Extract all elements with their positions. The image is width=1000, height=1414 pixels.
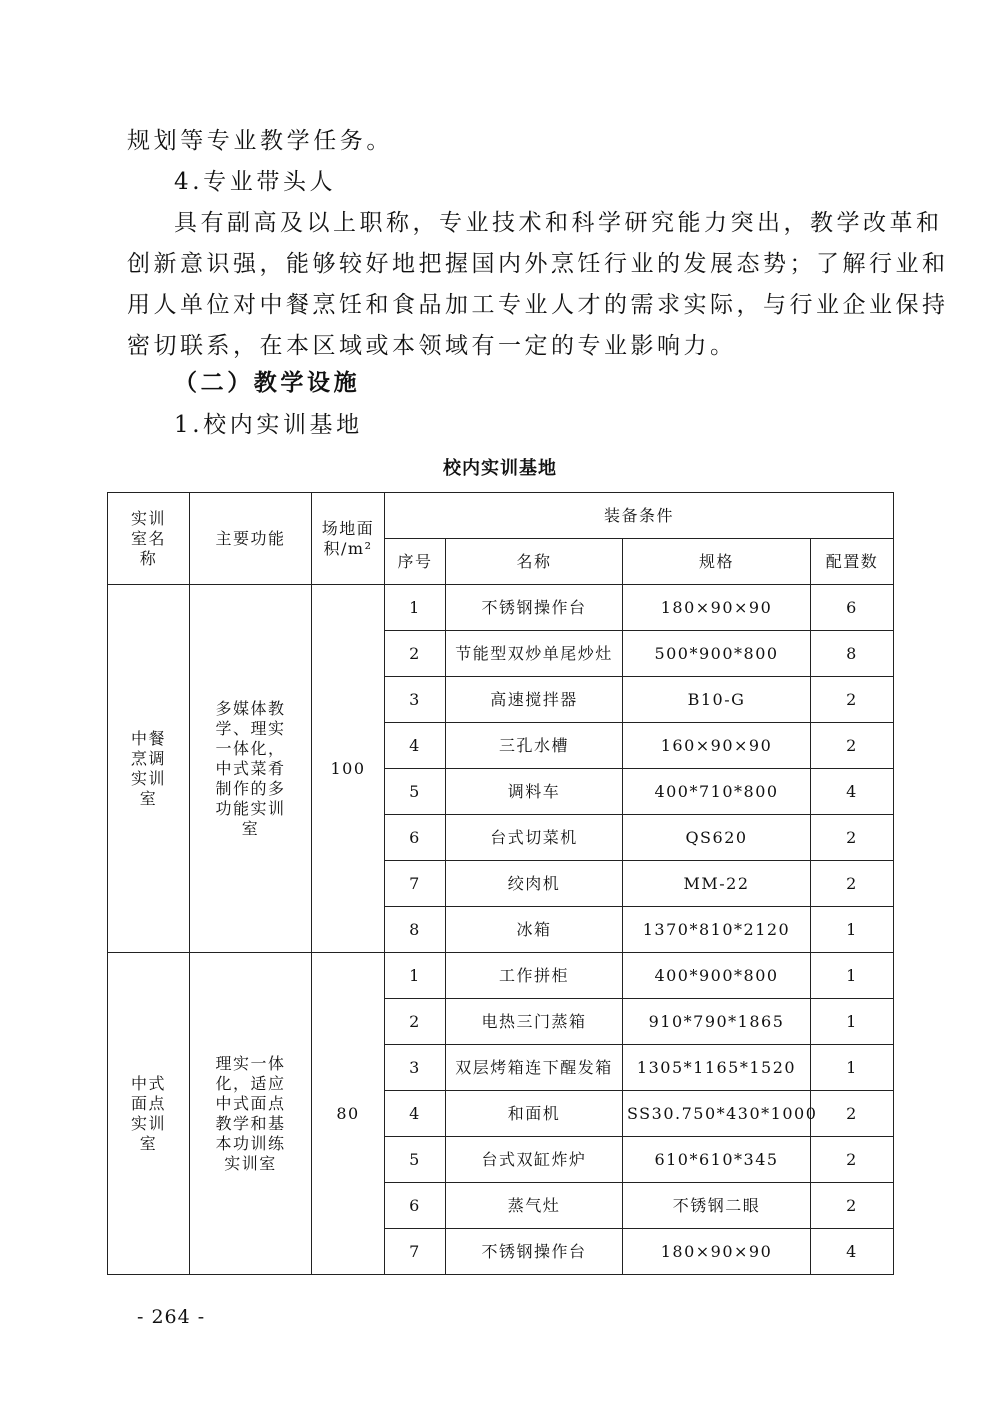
section-heading-facilities: （二）教学设施 bbox=[174, 369, 361, 396]
room-name-cell: 中餐烹调实训室 bbox=[108, 585, 190, 953]
table-title: 校内实训基地 bbox=[443, 458, 557, 479]
count-cell: 2 bbox=[811, 1183, 894, 1229]
count-cell: 4 bbox=[811, 769, 894, 815]
spec-cell: SS30.750*430*1000 bbox=[623, 1091, 811, 1137]
function-cell: 多媒体教学、理实一体化，中式菜肴制作的多功能实训室 bbox=[190, 585, 312, 953]
count-cell: 1 bbox=[811, 907, 894, 953]
spec-cell: MM-22 bbox=[623, 861, 811, 907]
name-cell: 调料车 bbox=[446, 769, 623, 815]
seq-cell: 1 bbox=[385, 585, 446, 631]
section-heading-leader: 4.专业带头人 bbox=[174, 169, 337, 195]
spec-cell: 400*710*800 bbox=[623, 769, 811, 815]
header-room-name: 实训室名称 bbox=[108, 493, 190, 585]
count-cell: 1 bbox=[811, 1045, 894, 1091]
function-cell: 理实一体化，适应中式面点教学和基本功训练实训室 bbox=[190, 953, 312, 1275]
spec-cell: 160×90×90 bbox=[623, 723, 811, 769]
count-cell: 2 bbox=[811, 861, 894, 907]
seq-cell: 1 bbox=[385, 953, 446, 999]
spec-cell: 610*610*345 bbox=[623, 1137, 811, 1183]
seq-cell: 2 bbox=[385, 999, 446, 1045]
paragraph-line: 创新意识强，能够较好地把握国内外烹饪行业的发展态势；了解行业和 bbox=[127, 251, 949, 277]
name-cell: 蒸气灶 bbox=[446, 1183, 623, 1229]
paragraph-line: 密切联系，在本区域或本领域有一定的专业影响力。 bbox=[127, 333, 737, 359]
seq-cell: 8 bbox=[385, 907, 446, 953]
area-cell: 80 bbox=[312, 953, 385, 1275]
name-cell: 高速搅拌器 bbox=[446, 677, 623, 723]
seq-cell: 7 bbox=[385, 1229, 446, 1275]
count-cell: 1 bbox=[811, 999, 894, 1045]
name-cell: 不锈钢操作台 bbox=[446, 585, 623, 631]
count-cell: 6 bbox=[811, 585, 894, 631]
header-area: 场地面积/m² bbox=[312, 493, 385, 585]
name-cell: 台式双缸炸炉 bbox=[446, 1137, 623, 1183]
name-cell: 三孔水槽 bbox=[446, 723, 623, 769]
spec-cell: 500*900*800 bbox=[623, 631, 811, 677]
count-cell: 2 bbox=[811, 723, 894, 769]
count-cell: 2 bbox=[811, 1137, 894, 1183]
paragraph-leader-requirements bbox=[127, 203, 949, 367]
count-cell: 4 bbox=[811, 1229, 894, 1275]
spec-cell: 180×90×90 bbox=[623, 585, 811, 631]
area-cell: 100 bbox=[312, 585, 385, 953]
name-cell: 电热三门蒸箱 bbox=[446, 999, 623, 1045]
header-name: 名称 bbox=[446, 539, 623, 585]
training-base-table bbox=[107, 492, 894, 1275]
seq-cell: 4 bbox=[385, 1091, 446, 1137]
spec-cell: 910*790*1865 bbox=[623, 999, 811, 1045]
seq-cell: 4 bbox=[385, 723, 446, 769]
count-cell: 2 bbox=[811, 677, 894, 723]
seq-cell: 3 bbox=[385, 677, 446, 723]
name-cell: 工作拼柜 bbox=[446, 953, 623, 999]
seq-cell: 6 bbox=[385, 815, 446, 861]
name-cell: 冰箱 bbox=[446, 907, 623, 953]
spec-cell: B10-G bbox=[623, 677, 811, 723]
spec-cell: QS620 bbox=[623, 815, 811, 861]
subsection-heading-training-base: 1.校内实训基地 bbox=[174, 412, 363, 438]
name-cell: 和面机 bbox=[446, 1091, 623, 1137]
name-cell: 节能型双炒单尾炒灶 bbox=[446, 631, 623, 677]
spec-cell: 180×90×90 bbox=[623, 1229, 811, 1275]
header-count: 配置数 bbox=[811, 539, 894, 585]
seq-cell: 5 bbox=[385, 769, 446, 815]
paragraph-line: 具有副高及以上职称，专业技术和科学研究能力突出，教学改革和 bbox=[174, 210, 943, 236]
count-cell: 2 bbox=[811, 1091, 894, 1137]
room-name-cell: 中式面点实训室 bbox=[108, 953, 190, 1275]
table-row bbox=[108, 585, 894, 631]
seq-cell: 7 bbox=[385, 861, 446, 907]
seq-cell: 6 bbox=[385, 1183, 446, 1229]
name-cell: 不锈钢操作台 bbox=[446, 1229, 623, 1275]
header-main-function: 主要功能 bbox=[190, 493, 312, 585]
spec-cell: 400*900*800 bbox=[623, 953, 811, 999]
table-row bbox=[108, 953, 894, 999]
paragraph-continuation: 规划等专业教学任务。 bbox=[127, 128, 393, 154]
name-cell: 双层烤箱连下醒发箱 bbox=[446, 1045, 623, 1091]
spec-cell: 1370*810*2120 bbox=[623, 907, 811, 953]
seq-cell: 3 bbox=[385, 1045, 446, 1091]
name-cell: 台式切菜机 bbox=[446, 815, 623, 861]
seq-cell: 5 bbox=[385, 1137, 446, 1183]
header-equipment: 装备条件 bbox=[385, 493, 894, 539]
count-cell: 1 bbox=[811, 953, 894, 999]
seq-cell: 2 bbox=[385, 631, 446, 677]
count-cell: 2 bbox=[811, 815, 894, 861]
header-spec: 规格 bbox=[623, 539, 811, 585]
name-cell: 绞肉机 bbox=[446, 861, 623, 907]
paragraph-line: 用人单位对中餐烹饪和食品加工专业人才的需求实际，与行业企业保持 bbox=[127, 292, 949, 318]
count-cell: 8 bbox=[811, 631, 894, 677]
header-seq: 序号 bbox=[385, 539, 446, 585]
spec-cell: 不锈钢二眼 bbox=[623, 1183, 811, 1229]
spec-cell: 1305*1165*1520 bbox=[623, 1045, 811, 1091]
page-number: - 264 - bbox=[137, 1306, 206, 1328]
